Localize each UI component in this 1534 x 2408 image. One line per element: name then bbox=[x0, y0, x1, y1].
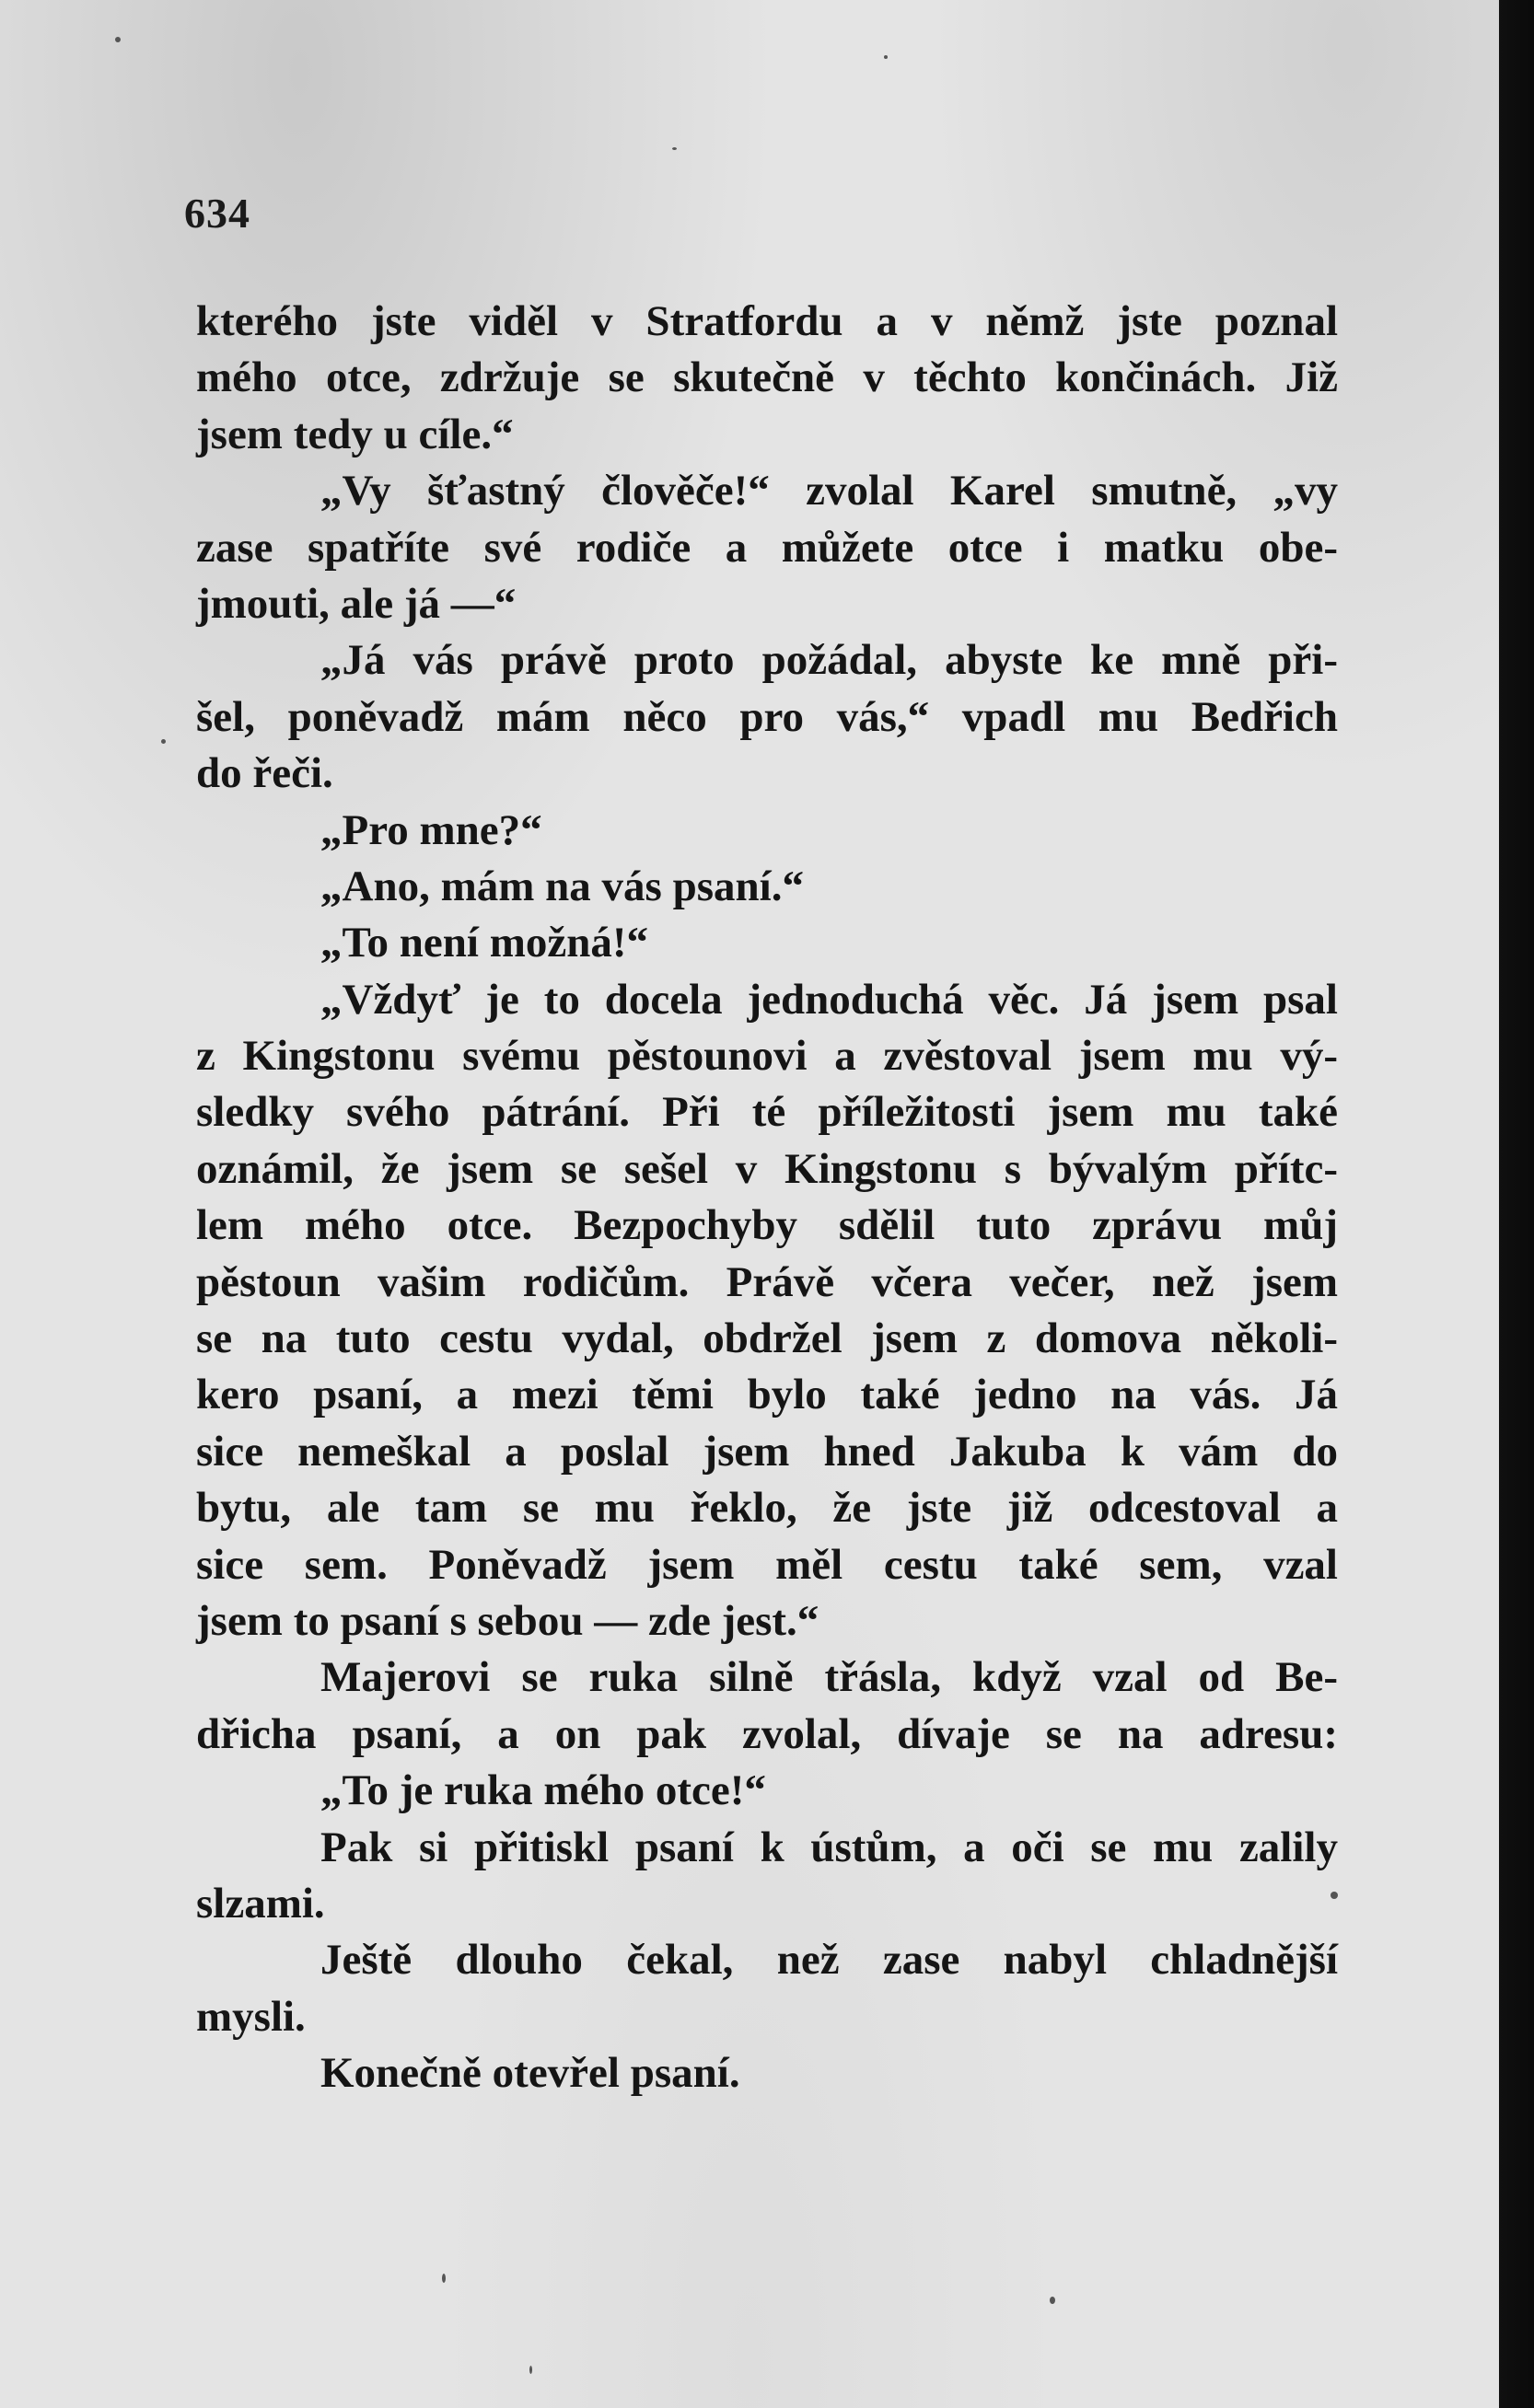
text-line: „Já vás právě proto požádal, abyste ke mně při- bbox=[320, 636, 1338, 685]
text-line: do řeči. bbox=[196, 749, 333, 798]
text-line: „Ano, mám na vás psaní.“ bbox=[320, 862, 804, 910]
scan-speck bbox=[115, 37, 121, 42]
text-line: Majerovi se ruka silně třásla, když vzal od Be- bbox=[320, 1653, 1338, 1702]
page-edge-shadow bbox=[1497, 0, 1534, 2408]
scan-speck bbox=[1050, 2297, 1055, 2304]
text-line: se na tuto cestu vydal, obdržel jsem z domova několi- bbox=[196, 1314, 1338, 1363]
text-line: jsem tedy u cíle.“ bbox=[196, 410, 514, 458]
text-line: Ještě dlouho čekal, než zase nabyl chladnější bbox=[320, 1936, 1338, 1985]
text-line: zase spatříte své rodiče a můžete otce i matku obe- bbox=[196, 523, 1338, 572]
text-line: Pak si přitiskl psaní k ústům, a oči se mu zalily bbox=[320, 1823, 1338, 1871]
text-line: jsem to psaní s sebou — zde jest.“ bbox=[196, 1596, 819, 1645]
text-line: z Kingstonu svému pěstounovi a zvěstoval jsem mu vý- bbox=[196, 1032, 1338, 1081]
scan-speck bbox=[1331, 1892, 1338, 1899]
text-line: jmouti, ale já —“ bbox=[196, 579, 517, 628]
scan-speck bbox=[884, 55, 888, 59]
text-line: kero psaní, a mezi těmi bylo také jedno na vás. Já bbox=[196, 1371, 1338, 1419]
text-line: slzami. bbox=[196, 1879, 325, 1928]
text-line: oznámil, že jsem se sešel v Kingstonu s bývalým přítc- bbox=[196, 1144, 1338, 1193]
scan-speck bbox=[672, 147, 677, 150]
text-line: „Vždyť je to docela jednoduchá věc. Já jsem psal bbox=[320, 975, 1338, 1024]
text-line: sice nemeškal a poslal jsem hned Jakuba k vám do bbox=[196, 1427, 1338, 1476]
text-line: pěstoun vašim rodičům. Právě včera večer, než jsem bbox=[196, 1257, 1338, 1306]
text-line: sice sem. Poněvadž jsem měl cestu také sem, vzal bbox=[196, 1540, 1338, 1589]
page-body-text bbox=[196, 294, 1338, 2102]
text-line: mysli. bbox=[196, 1992, 306, 2041]
text-line: sledky svého pátrání. Při té příležitosti jsem mu také bbox=[196, 1088, 1338, 1137]
scan-speck bbox=[442, 2274, 446, 2283]
text-line: bytu, ale tam se mu řeklo, že jste již odcestoval a bbox=[196, 1484, 1338, 1533]
text-line: dřicha psaní, a on pak zvolal, dívaje se na adresu: bbox=[196, 1709, 1338, 1758]
page-number: 634 bbox=[184, 190, 250, 237]
text-line: „To není možná!“ bbox=[320, 919, 649, 967]
text-line: Konečně otevřel psaní. bbox=[320, 2049, 740, 2098]
text-line: „To je ruka mého otce!“ bbox=[320, 1766, 766, 1815]
text-line: lem mého otce. Bezpochyby sdělil tuto zprávu můj bbox=[196, 1201, 1338, 1250]
text-line: „Vy šťastný člověče!“ zvolal Karel smutně, „vy bbox=[320, 467, 1338, 515]
text-line: „Pro mne?“ bbox=[320, 805, 542, 854]
text-line: šel, poněvadž mám něco pro vás,“ vpadl mu Bedřich bbox=[196, 692, 1338, 741]
text-line: kterého jste viděl v Stratfordu a v němž jste poznal bbox=[196, 297, 1338, 345]
scan-speck bbox=[161, 739, 166, 744]
text-line: mého otce, zdržuje se skutečně v těchto končinách. Již bbox=[196, 353, 1338, 402]
scan-speck bbox=[529, 2366, 532, 2374]
